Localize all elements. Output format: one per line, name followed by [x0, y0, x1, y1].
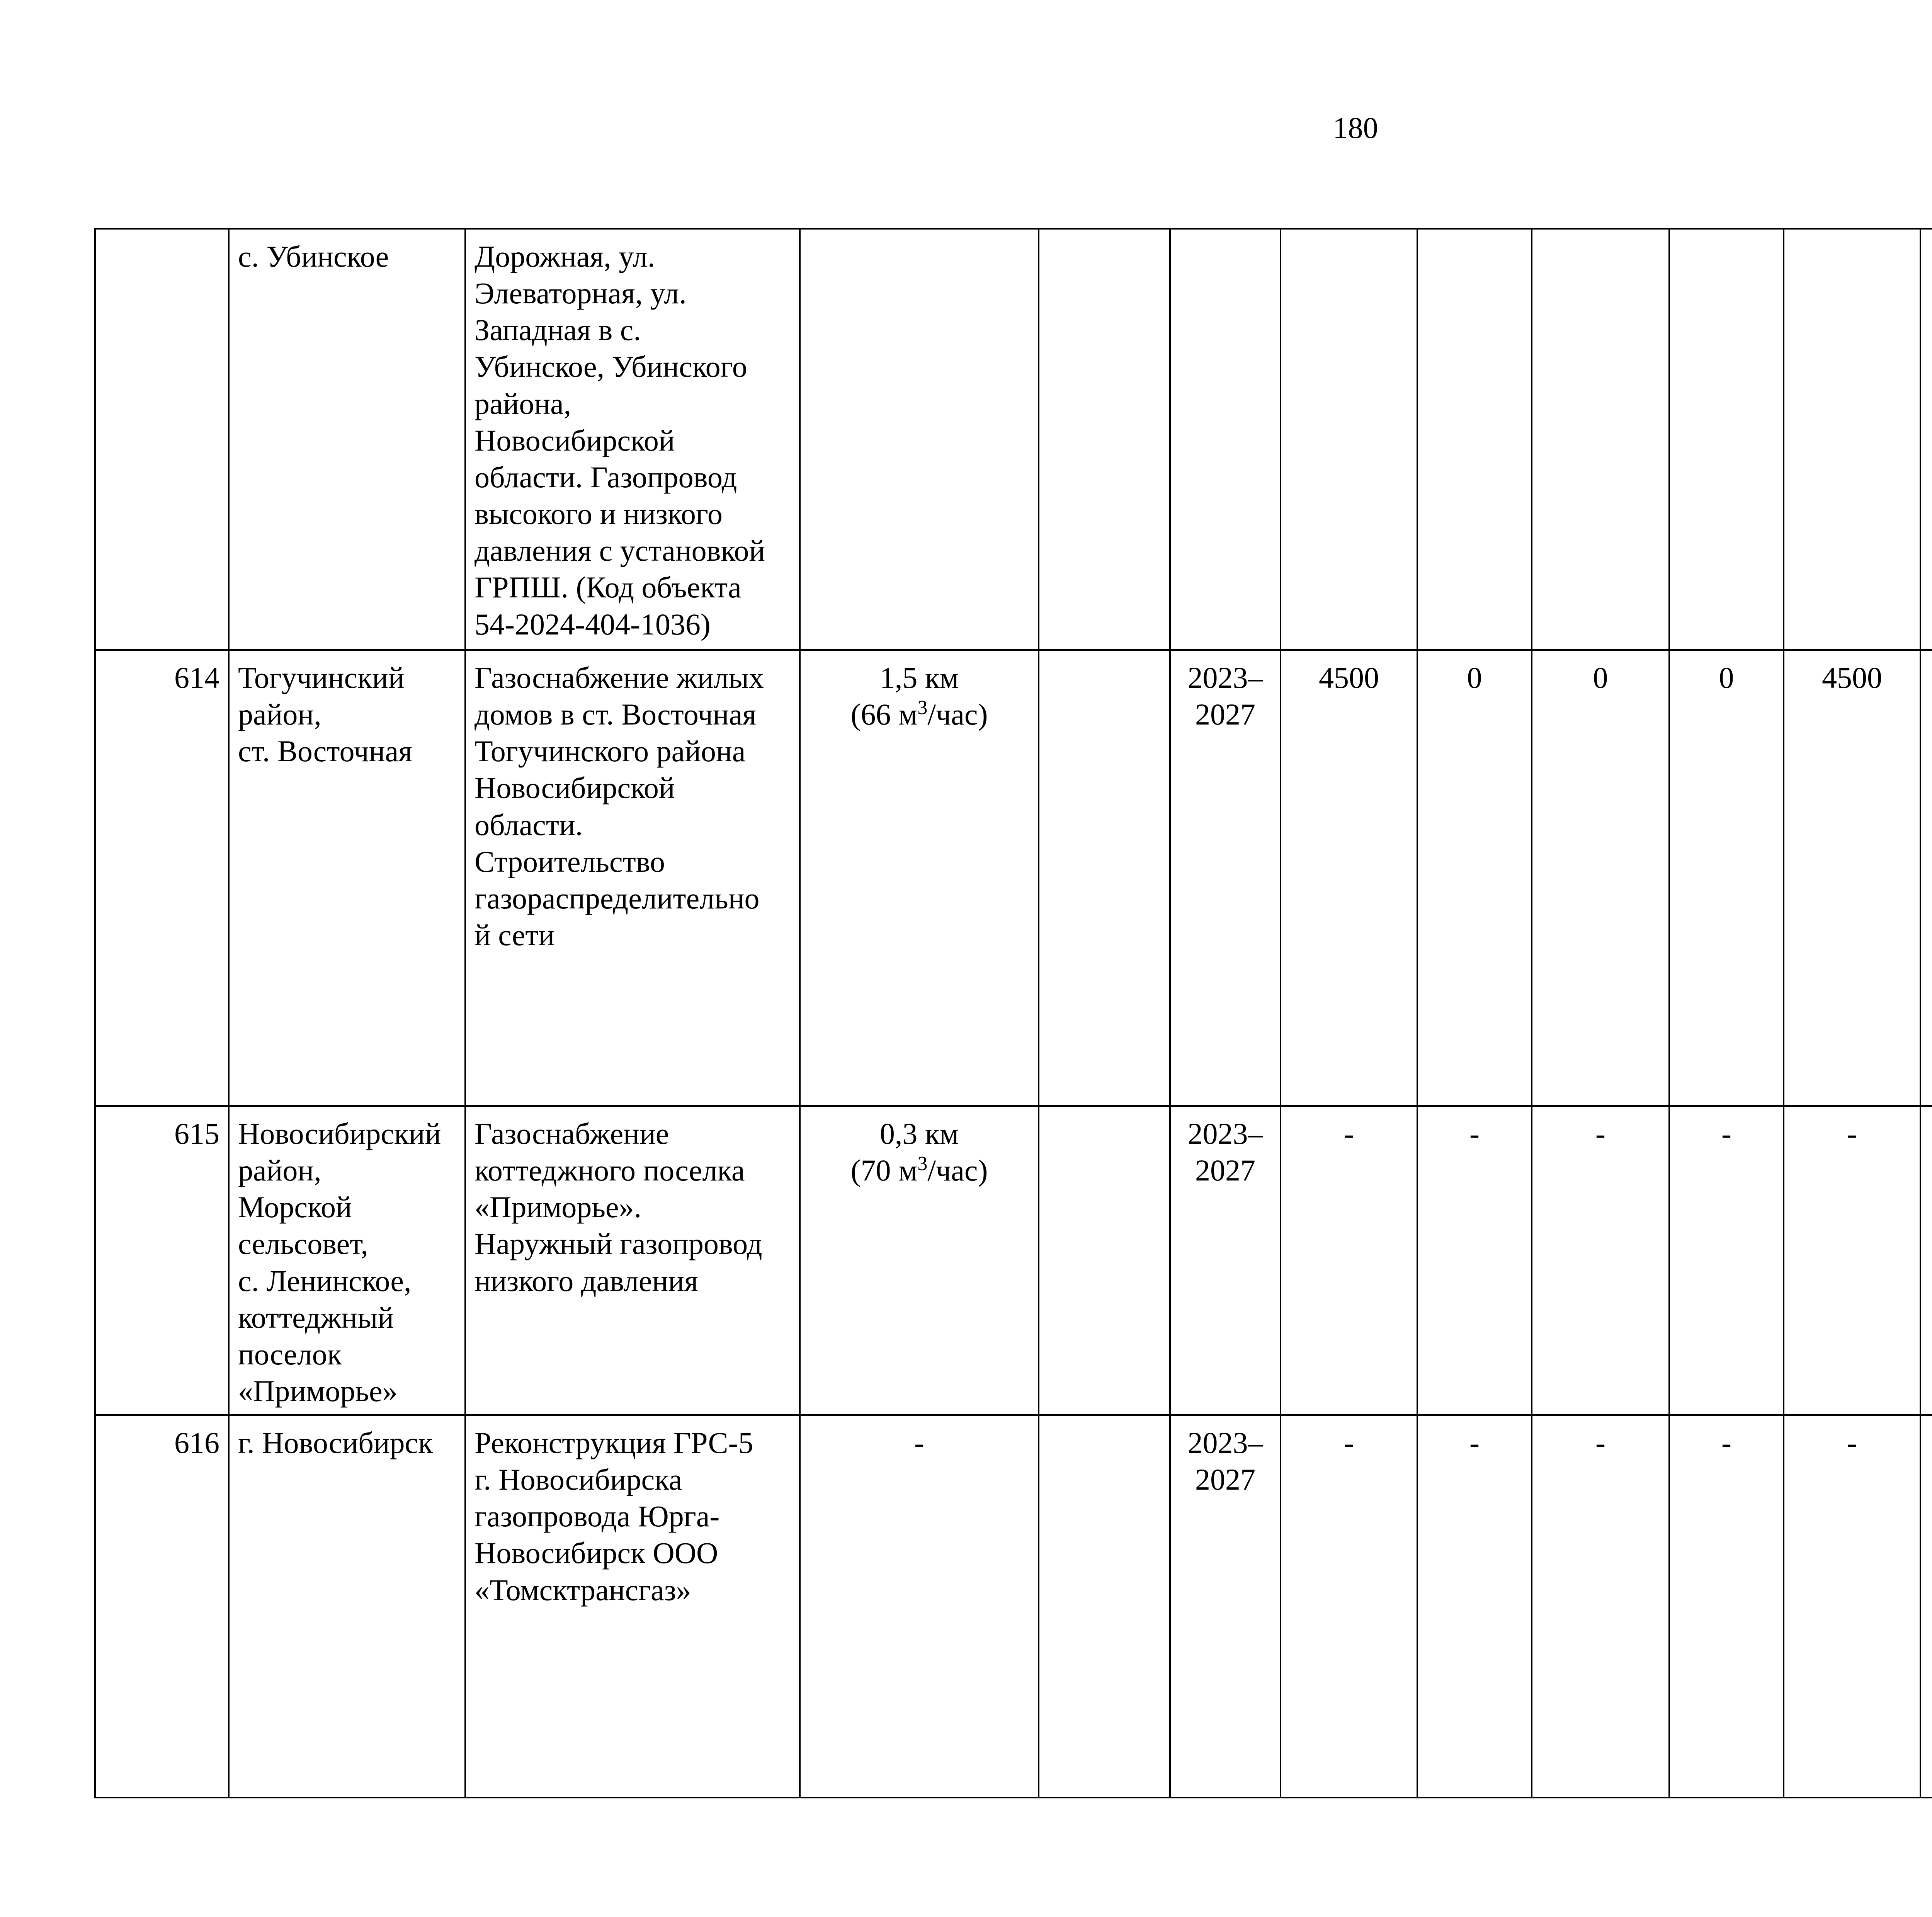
table-row — [95, 229, 1932, 650]
cell-executor — [1920, 1415, 1932, 1798]
cell-value-2: - — [1532, 1106, 1669, 1415]
cell-total: - — [1281, 1415, 1417, 1798]
cell-total: 4500 — [1281, 650, 1417, 1106]
table-row — [95, 1106, 1932, 1415]
cell-value-1: - — [1417, 1106, 1532, 1415]
cell-number: 614 — [95, 650, 229, 1106]
cell-value-4: 4500 — [1784, 650, 1920, 1106]
cell-value-4: - — [1784, 1106, 1920, 1415]
cell-value-3: 0 — [1669, 650, 1784, 1106]
cell-length — [800, 1415, 1039, 1798]
cell-executor — [1920, 1106, 1932, 1415]
cell-value-3: - — [1669, 1415, 1784, 1798]
cell-value-3: - — [1669, 1106, 1784, 1415]
length-text: - — [914, 1426, 924, 1459]
cell-description: Реконструкция ГРС-5 г. Новосибирска газопровода Юрга- Новосибирск ООО «Томсктрансгаз» — [465, 1415, 800, 1798]
gasification-table — [94, 228, 1932, 1798]
cell-location: с. Убинское — [229, 229, 465, 650]
length-unit: /час) — [927, 1153, 988, 1187]
cell-value-1 — [1417, 229, 1532, 650]
cell-number: 616 — [95, 1415, 229, 1798]
table-row — [95, 1415, 1932, 1798]
cell-executor — [1920, 650, 1932, 1106]
cell-empty — [1039, 1106, 1170, 1415]
cell-total: - — [1281, 1106, 1417, 1415]
cell-period — [1170, 229, 1281, 650]
cell-number — [95, 229, 229, 650]
cell-length — [800, 229, 1039, 650]
cell-description: Дорожная, ул. Элеваторная, ул. Западная в с. Убинское, Убинского района, Новосибирской области. Газопровод высокого и низкого давления с установкой ГРПШ. (Код объекта 54-2024-404-1036) — [465, 229, 800, 650]
cell-total — [1281, 229, 1417, 650]
cell-value-2 — [1532, 229, 1669, 650]
cell-value-4 — [1784, 229, 1920, 650]
cell-value-4: - — [1784, 1415, 1920, 1798]
cell-description: Газоснабжение жилых домов в ст. Восточная Тогучинского района Новосибирской области. Строительство газораспределительно й сети — [465, 650, 800, 1106]
length-text: 0,3 км (70 м — [850, 1117, 959, 1187]
length-text: 1,5 км (66 м — [850, 661, 959, 731]
length-superscript: 3 — [917, 1153, 928, 1175]
cell-value-1: - — [1417, 1415, 1532, 1798]
cell-period: 2023– 2027 — [1170, 1106, 1281, 1415]
cell-empty — [1039, 1415, 1170, 1798]
cell-description: Газоснабжение коттеджного поселка «Приморье». Наружный газопровод низкого давления — [465, 1106, 800, 1415]
table-row — [95, 650, 1932, 1106]
cell-value-3 — [1669, 229, 1784, 650]
cell-length — [800, 650, 1039, 1106]
cell-value-2: 0 — [1532, 650, 1669, 1106]
cell-executor — [1920, 229, 1932, 650]
cell-location: Новосибирский район, Морской сельсовет, с. Ленинское, коттеджный поселок «Приморье» — [229, 1106, 465, 1415]
cell-empty — [1039, 229, 1170, 650]
cell-location: г. Новосибирск — [229, 1415, 465, 1798]
cell-period: 2023– 2027 — [1170, 650, 1281, 1106]
cell-period: 2023– 2027 — [1170, 1415, 1281, 1798]
page-number: 180 — [1333, 111, 1378, 145]
cell-empty — [1039, 650, 1170, 1106]
length-superscript: 3 — [917, 697, 928, 719]
cell-location: Тогучинский район, ст. Восточная — [229, 650, 465, 1106]
cell-number: 615 — [95, 1106, 229, 1415]
cell-length — [800, 1106, 1039, 1415]
cell-value-1: 0 — [1417, 650, 1532, 1106]
length-unit: /час) — [927, 697, 988, 731]
cell-value-2: - — [1532, 1415, 1669, 1798]
